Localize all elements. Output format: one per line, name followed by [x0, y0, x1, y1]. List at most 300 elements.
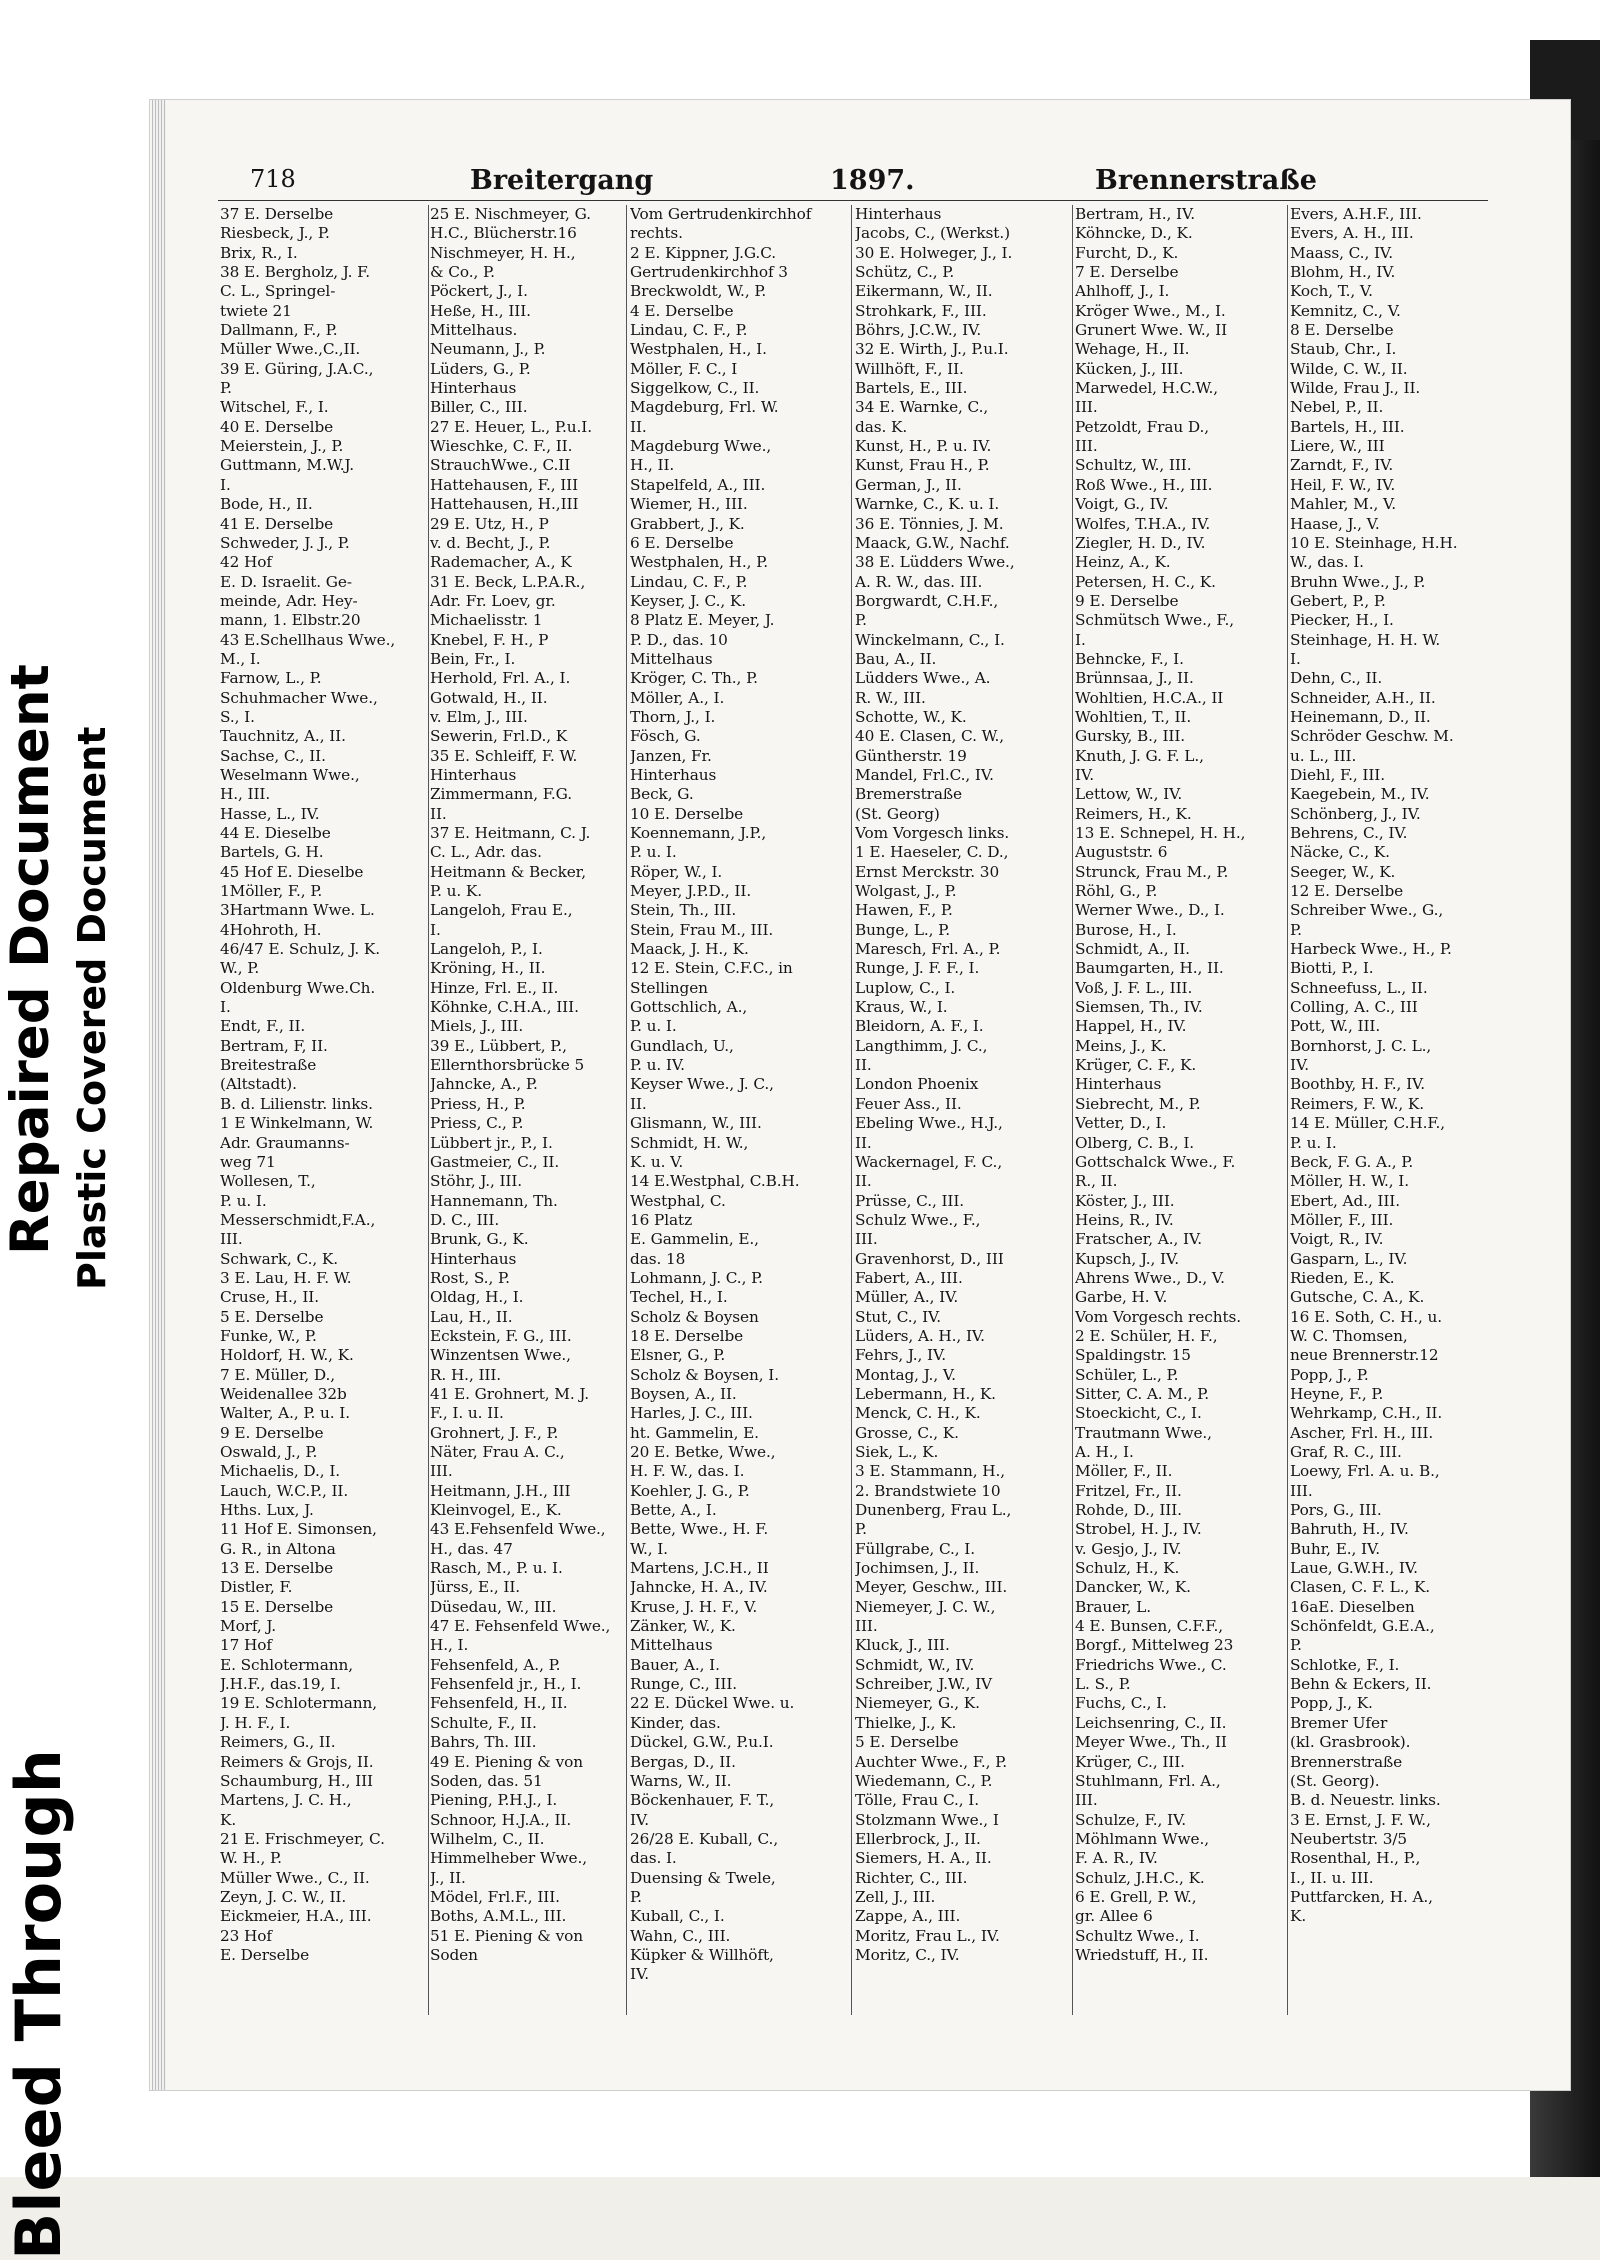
directory-entry-line: Fehsenfeld, A., P. — [430, 1655, 561, 1674]
directory-entry-line: 15 E. Derselbe — [220, 1597, 334, 1616]
directory-entry-line: 2 E. Kippner, J.G.C. — [630, 243, 777, 262]
directory-entry-line: Blohm, H., IV. — [1290, 263, 1396, 282]
directory-entry-line: Thorn, J., I. — [630, 707, 716, 726]
directory-entry-line: W., das. I. — [1290, 553, 1364, 572]
directory-entry-line: Tauchnitz, A., II. — [220, 727, 346, 746]
directory-entry-line: (St. Georg) — [855, 804, 940, 823]
directory-entry-line: Harles, J. C., III. — [630, 1404, 753, 1423]
directory-entry-line: Menck, C. H., K. — [855, 1404, 981, 1423]
directory-entry-line: II. — [855, 1172, 872, 1191]
directory-entry-line: Biotti, P., I. — [1290, 959, 1374, 978]
directory-entry-line: Furcht, D., K. — [1075, 243, 1179, 262]
directory-entry-line: Garbe, H. V. — [1075, 1288, 1168, 1307]
directory-entry-line: Heße, H., III. — [430, 301, 531, 320]
directory-entry-line: Kupsch, J., IV. — [1075, 1249, 1180, 1268]
directory-entry-line: H. F. W., das. I. — [630, 1462, 745, 1481]
directory-entry-line: Fehsenfeld, H., II. — [430, 1694, 568, 1713]
directory-entry-line: Hinterhaus — [430, 765, 517, 784]
directory-entry-line: Möller, F., II. — [1075, 1462, 1173, 1481]
directory-entry-line: Bette, Wwe., H. F. — [630, 1520, 769, 1539]
directory-entry-line: Dückel, G.W., P.u.I. — [630, 1733, 774, 1752]
directory-entry-line: Schneefuss, L., II. — [1290, 978, 1428, 997]
directory-entry-line: neue Brennerstr.12 — [1290, 1346, 1439, 1365]
directory-entry-line: Fehsenfeld jr., H., I. — [430, 1675, 582, 1694]
directory-entry-line: Feuer Ass., II. — [855, 1094, 962, 1113]
directory-entry-line: Heinemann, D., II. — [1290, 707, 1431, 726]
directory-entry-line: Wohltien, T., II. — [1075, 707, 1192, 726]
directory-entry-line: Meyer Wwe., Th., II — [1075, 1733, 1227, 1752]
directory-entry-line: Kluck, J., III. — [855, 1636, 950, 1655]
directory-entry-line: Reimers, H., K. — [1075, 804, 1192, 823]
directory-entry-line: Wolgast, J., P. — [855, 882, 957, 901]
directory-entry-line: Bremer Ufer — [1290, 1713, 1388, 1732]
directory-entry-line: Siggelkow, C., II. — [630, 379, 760, 398]
directory-entry-line: twiete 21 — [220, 301, 292, 320]
directory-entry-line: L. S., P. — [1075, 1675, 1131, 1694]
directory-entry-line: P. D., das. 10 — [630, 630, 728, 649]
directory-entry-line: III. — [220, 1230, 243, 1249]
directory-entry-line: Bode, H., II. — [220, 495, 313, 514]
directory-entry-line: III. — [430, 1462, 453, 1481]
directory-entry-line: 40 E. Clasen, C. W., — [855, 727, 1005, 746]
directory-entry-line: Eikermann, W., II. — [855, 282, 993, 301]
directory-entry-line: Bremerstraße — [855, 785, 962, 804]
directory-entry-line: D. C., III. — [430, 1210, 500, 1229]
directory-entry-line: Zeyn, J. C. W., II. — [220, 1887, 347, 1906]
directory-entry-line: Gottschalck Wwe., F. — [1075, 1152, 1236, 1171]
directory-entry-line: Willhöft, F., II. — [855, 359, 964, 378]
directory-entry-line: Auguststr. 6 — [1075, 843, 1168, 862]
directory-entry-line: 13 E. Schnepel, H. H., — [1075, 824, 1246, 842]
directory-entry-line: Mahler, M., V. — [1290, 495, 1397, 514]
directory-entry-line: 27 E. Heuer, L., P.u.I. — [430, 417, 592, 436]
directory-entry-line: 37 E. Derselbe — [220, 205, 334, 223]
directory-entry-line: Kruse, J. H. F., V. — [630, 1597, 758, 1616]
directory-entry-line: Voigt, G., IV. — [1075, 495, 1169, 514]
directory-entry-line: Lohmann, J. C., P. — [630, 1268, 763, 1287]
directory-entry-line: 21 E. Frischmeyer, C. — [220, 1829, 385, 1848]
column-rule — [851, 205, 852, 2015]
directory-entry-line: F. A. R., IV. — [1075, 1849, 1158, 1868]
directory-entry-line: Güntherstr. 19 — [855, 746, 967, 765]
directory-entry-line: Beck, F. G. A., P. — [1290, 1152, 1414, 1171]
directory-entry-line: (kl. Grasbrook). — [1290, 1733, 1411, 1752]
directory-entry-line: 19 E. Schlotermann, — [220, 1694, 378, 1713]
directory-entry-line: das. K. — [855, 417, 908, 436]
directory-entry-line: Prüsse, C., III. — [855, 1191, 965, 1210]
directory-entry-line: Boths, A.M.L., III. — [430, 1907, 567, 1926]
directory-entry-line: Miels, J., III. — [430, 1017, 524, 1036]
directory-entry-line: Breckwoldt, W., P. — [630, 282, 767, 301]
directory-entry-line: Evers, A.H.F., III. — [1290, 205, 1422, 223]
directory-entry-line: Stolzmann Wwe., I — [855, 1810, 999, 1829]
directory-entry-line: Stuhlmann, Frl. A., — [1075, 1771, 1221, 1790]
directory-entry-line: Wilde, Frau J., II. — [1290, 379, 1421, 398]
directory-entry-line: P. u. I. — [220, 1191, 267, 1210]
directory-entry-line: Stapelfeld, A., III. — [630, 475, 766, 494]
directory-entry-line: Lettow, W., IV. — [1075, 785, 1183, 804]
directory-entry-line: Küpker & Willhöft, — [630, 1945, 774, 1964]
directory-entry-line: Strohkark, F., III. — [855, 301, 987, 320]
directory-entry-line: Weselmann Wwe., — [220, 765, 360, 784]
directory-entry-line: London Phoenix — [855, 1075, 979, 1094]
directory-entry-line: R. H., III. — [430, 1365, 502, 1384]
directory-entry-line: Füllgrabe, C., I. — [855, 1539, 975, 1558]
directory-entry-line: Bertram, F, II. — [220, 1036, 328, 1055]
directory-entry-line: 31 E. Beck, L.P.A.R., — [430, 572, 586, 591]
directory-entry-line: 1 E Winkelmann, W. — [220, 1114, 374, 1133]
directory-entry-line: Himmelheber Wwe., — [430, 1849, 588, 1868]
directory-entry-line: Techel, H., I. — [630, 1288, 728, 1307]
directory-entry-line: 8 Platz E. Meyer, J. — [630, 611, 775, 630]
directory-entry-line: 7 E. Derselbe — [1075, 263, 1179, 282]
directory-entry-line: mann, 1. Elbstr.20 — [220, 611, 361, 630]
directory-entry-line: Zell, J., III. — [855, 1887, 936, 1906]
directory-entry-line: Koch, T., V. — [1290, 282, 1373, 301]
directory-entry-line: Siemsen, Th., IV. — [1075, 998, 1203, 1017]
directory-entry-line: Hinterhaus — [630, 765, 717, 784]
directory-entry-line: Janzen, Fr. — [630, 746, 712, 765]
directory-entry-line: Bleidorn, A. F., I. — [855, 1017, 984, 1036]
directory-entry-line: B. d. Lilienstr. links. — [220, 1094, 373, 1113]
directory-entry-line: Behn & Eckers, II. — [1290, 1675, 1432, 1694]
directory-entry-line: H., II. — [630, 456, 675, 475]
directory-entry-line: Siek, L., K. — [855, 1443, 939, 1461]
directory-entry-line: 51 E. Piening & von — [430, 1926, 583, 1945]
directory-entry-line: Soden, das. 51 — [430, 1771, 543, 1790]
directory-entry-line: I. — [220, 998, 231, 1017]
directory-entry-line: 4 E. Bunsen, C.F.F., — [1075, 1617, 1223, 1636]
directory-entry-line: P. u. I. — [630, 1017, 677, 1036]
directory-entry-line: Mittelhaus. — [430, 321, 518, 340]
directory-entry-line: Reimers, F. W., K. — [1290, 1094, 1424, 1113]
directory-entry-line: Reimers & Grojs, II. — [220, 1752, 374, 1771]
directory-entry-line: Heyne, F., P. — [1290, 1384, 1384, 1403]
directory-entry-line: Wehage, H., II. — [1075, 340, 1190, 359]
directory-entry-line: Soden — [430, 1945, 478, 1964]
directory-entry-line: (St. Georg). — [1290, 1771, 1380, 1790]
directory-entry-line: Priess, C., P. — [430, 1114, 524, 1133]
directory-entry-line: Moritz, Frau L., IV. — [855, 1926, 1000, 1945]
directory-entry-line: Krüger, C., III. — [1075, 1752, 1185, 1771]
directory-entry-line: 12 E. Stein, C.F.C., in — [630, 959, 793, 978]
directory-entry-line: Heins, R., IV. — [1075, 1210, 1174, 1229]
directory-entry-line: u. L., III. — [1290, 746, 1357, 765]
directory-entry-line: Wiemer, H., III. — [630, 495, 748, 514]
directory-entry-line: Schmidt, H. W., — [630, 1133, 749, 1152]
directory-entry-line: Westphal, C. — [630, 1191, 726, 1210]
directory-entry-line: Heitmann, J.H., III — [430, 1481, 571, 1500]
directory-entry-line: 46/47 E. Schulz, J. K. — [220, 940, 381, 959]
directory-entry-line: Piecker, H., I. — [1290, 611, 1394, 630]
directory-entry-line: 10 E. Derselbe — [630, 804, 744, 823]
directory-entry-line: Keyser, J. C., K. — [630, 591, 746, 610]
directory-entry-line: Trautmann Wwe., — [1075, 1423, 1212, 1442]
directory-entry-line: 5 E. Derselbe — [855, 1733, 959, 1752]
directory-entry-line: Hannemann, Th. — [430, 1191, 558, 1210]
directory-entry-line: Bertram, H., IV. — [1075, 205, 1196, 223]
directory-entry-line: Böhrs, J.C.W., IV. — [855, 321, 982, 340]
directory-entry-line: Niemeyer, G., K. — [855, 1694, 980, 1713]
directory-entry-line: Möller, F. C., I — [630, 359, 738, 378]
directory-entry-line: Martens, J.C.H., II — [630, 1559, 769, 1578]
directory-entry-line: Borgwardt, C.H.F., — [855, 591, 999, 610]
directory-entry-line: 37 E. Heitmann, C. J. — [430, 824, 591, 842]
directory-entry-line: H.C., Blücherstr.16 — [430, 224, 577, 243]
directory-entry-line: 32 E. Wirth, J., P.u.I. — [855, 340, 1009, 359]
directory-entry-line: Meyer, J.P.D., II. — [630, 882, 752, 901]
directory-entry-line: E. Schlotermann, — [220, 1655, 353, 1674]
directory-entry-line: Wieschke, C. F., II. — [430, 437, 573, 456]
directory-entry-line: Hinze, Frl. E., II. — [430, 978, 559, 997]
directory-entry-line: Endt, F., II. — [220, 1017, 306, 1036]
directory-entry-line: Reimers, G., II. — [220, 1733, 336, 1752]
bleed-through-label: Bleed Through — [2, 1749, 75, 2260]
directory-entry-line: Siebrecht, M., P. — [1075, 1094, 1201, 1113]
directory-entry-line: P. — [855, 1520, 867, 1539]
directory-entry-line: G. R., in Altona — [220, 1539, 336, 1558]
directory-entry-line: Haase, J., V. — [1290, 514, 1380, 533]
directory-entry-line: Puttfarcken, H. A., — [1290, 1887, 1433, 1906]
directory-entry-line: Eckstein, F. G., III. — [430, 1326, 572, 1345]
directory-entry-line: Rieden, E., K. — [1290, 1268, 1395, 1287]
directory-entry-line: Neubertstr. 3/5 — [1290, 1829, 1408, 1848]
directory-entry-line: Röper, W., I. — [630, 862, 723, 881]
directory-entry-line: Neumann, J., P. — [430, 340, 546, 359]
directory-entry-line: Stöhr, J., III. — [430, 1172, 523, 1191]
directory-entry-line: II. — [430, 804, 447, 823]
directory-entry-line: Niemeyer, J. C. W., — [855, 1597, 996, 1616]
directory-entry-line: Knebel, F. H., P — [430, 630, 549, 649]
directory-entry-line: v. Gesjo, J., IV. — [1075, 1539, 1182, 1558]
directory-entry-line: I., II. u. III. — [1290, 1868, 1374, 1887]
directory-entry-line: R., II. — [1075, 1172, 1118, 1191]
directory-entry-line: Dehn, C., II. — [1290, 669, 1383, 688]
directory-entry-line: Ahrens Wwe., D., V. — [1075, 1268, 1225, 1287]
directory-column-6 — [1290, 205, 1500, 1927]
directory-entry-line: Mittelhaus — [630, 1636, 713, 1655]
directory-entry-line: 4Hohroth, H. — [220, 920, 322, 939]
directory-entry-line: Wahn, C., III. — [630, 1926, 731, 1945]
directory-entry-line: 41 E. Derselbe — [220, 514, 334, 533]
directory-entry-line: S., I. — [220, 707, 255, 726]
directory-entry-line: III. — [1075, 437, 1098, 456]
directory-entry-line: Riesbeck, J., P. — [220, 224, 330, 243]
directory-entry-line: Kröger Wwe., M., I. — [1075, 301, 1226, 320]
directory-entry-line: 25 E. Nischmeyer, G. — [430, 205, 591, 223]
directory-entry-line: Sewerin, Frl.D., K — [430, 727, 568, 746]
directory-entry-line: Werner Wwe., D., I. — [1075, 901, 1225, 920]
directory-entry-line: II. — [855, 1133, 872, 1152]
directory-entry-line: Ascher, Frl. H., III. — [1290, 1423, 1434, 1442]
directory-entry-line: Sachse, C., II. — [220, 746, 326, 765]
directory-entry-line: 10 E. Steinhage, H.H. — [1290, 533, 1458, 552]
directory-entry-line: Wriedstuff, H., II. — [1075, 1945, 1209, 1964]
directory-entry-line: Kaegebein, M., IV. — [1290, 785, 1430, 804]
directory-entry-line: Lindau, C. F., P. — [630, 321, 748, 340]
directory-entry-line: Voß, J. F. L., III. — [1075, 978, 1193, 997]
directory-entry-line: Piening, P.H.J., I. — [430, 1791, 558, 1810]
directory-entry-line: 3 E. Stammann, H., — [855, 1462, 1006, 1481]
directory-entry-line: Olberg, C. B., I. — [1075, 1133, 1195, 1152]
directory-entry-line: Vom Vorgesch links. — [855, 824, 1010, 842]
directory-entry-line: III. — [1075, 398, 1098, 417]
running-head-year: 1897. — [830, 165, 915, 196]
directory-entry-line: Bahruth, H., IV. — [1290, 1520, 1409, 1539]
directory-entry-line: Winckelmann, C., I. — [855, 630, 1005, 649]
directory-entry-line: 30 E. Holweger, J., I. — [855, 243, 1013, 262]
directory-entry-line: Lauch, W.C.P., II. — [220, 1481, 349, 1500]
directory-entry-line: & Co., P. — [430, 263, 495, 282]
directory-entry-line: Schreiber, J.W., IV — [855, 1675, 992, 1694]
directory-entry-line: Ellernthorsbrücke 5 — [430, 1056, 585, 1075]
directory-entry-line: E. Derselbe — [220, 1945, 310, 1964]
directory-entry-line: Oldenburg Wwe.Ch. — [220, 978, 376, 997]
directory-entry-line: Dunenberg, Frau L., — [855, 1501, 1012, 1520]
directory-entry-line: Kinder, das. — [630, 1713, 721, 1732]
directory-entry-line: Behncke, F., I. — [1075, 649, 1184, 668]
directory-entry-line: Runge, C., III. — [630, 1675, 738, 1694]
directory-entry-line: Bahrs, Th. III. — [430, 1733, 537, 1752]
directory-entry-line: Hasse, L., IV. — [220, 804, 320, 823]
directory-entry-line: Stoeckicht, C., I. — [1075, 1404, 1202, 1423]
directory-entry-line: Mittelhaus — [630, 649, 713, 668]
directory-entry-line: 1Möller, F., P. — [220, 882, 323, 901]
directory-entry-line: Kemnitz, C., V. — [1290, 301, 1401, 320]
directory-entry-line: Strobel, H. J., IV. — [1075, 1520, 1202, 1539]
directory-entry-line: Gebert, P., P. — [1290, 591, 1386, 610]
directory-entry-line: Petersen, H. C., K. — [1075, 572, 1216, 591]
directory-entry-line: Keyser Wwe., J. C., — [630, 1075, 774, 1094]
directory-entry-line: Eickmeier, H.A., III. — [220, 1907, 372, 1926]
directory-entry-line: 26/28 E. Kuball, C., — [630, 1829, 779, 1848]
directory-entry-line: v. d. Becht, J., P. — [430, 533, 551, 552]
directory-entry-line: gr. Allee 6 — [1075, 1907, 1153, 1926]
directory-entry-line: I. — [1075, 630, 1086, 649]
directory-entry-line: II. — [855, 1056, 872, 1075]
directory-entry-line: Distler, F. — [220, 1578, 293, 1597]
directory-entry-line: P. u. I. — [1290, 1133, 1337, 1152]
directory-entry-line: Adr. Graumanns- — [220, 1133, 350, 1152]
column-rule — [1072, 205, 1073, 2015]
directory-entry-line: III. — [855, 1230, 878, 1249]
directory-entry-line: W., I. — [630, 1539, 668, 1558]
directory-entry-line: Ernst Merckstr. 30 — [855, 862, 1000, 881]
directory-entry-line: Friedrichs Wwe., C. — [1075, 1655, 1227, 1674]
directory-entry-line: Wilde, C. W., II. — [1290, 359, 1408, 378]
directory-entry-line: Schütz, C., P. — [855, 263, 955, 282]
directory-entry-line: Laue, G.W.H., IV. — [1290, 1559, 1418, 1578]
directory-entry-line: 35 E. Schleiff, F. W. — [430, 746, 578, 765]
directory-entry-line: Schmidt, W., IV. — [855, 1655, 975, 1674]
directory-entry-line: IV. — [630, 1965, 649, 1984]
directory-entry-line: Walter, A., P. u. I. — [220, 1404, 350, 1423]
directory-entry-line: P. u. K. — [430, 882, 482, 901]
directory-entry-line: Brennerstraße — [1290, 1752, 1403, 1771]
directory-entry-line: Zimmermann, F.G. — [430, 785, 572, 804]
directory-entry-line: 38 E. Lüdders Wwe., — [855, 553, 1015, 572]
directory-entry-line: Farnow, L., P. — [220, 669, 322, 688]
directory-entry-line: 3Hartmann Wwe. L. — [220, 901, 375, 920]
directory-entry-line: Grabbert, J., K. — [630, 514, 745, 533]
directory-entry-line: 13 E. Derselbe — [220, 1559, 334, 1578]
directory-entry-line: Schultz Wwe., I. — [1075, 1926, 1200, 1945]
directory-entry-line: Spaldingstr. 15 — [1075, 1346, 1191, 1365]
directory-entry-line: Boysen, A., II. — [630, 1384, 737, 1403]
directory-entry-line: Heinz, A., K. — [1075, 553, 1171, 572]
directory-entry-line: Lüdders Wwe., A. — [855, 669, 991, 688]
directory-entry-line: 39 E. Güring, J.A.C., — [220, 359, 374, 378]
directory-entry-line: Sitter, C. A. M., P. — [1075, 1384, 1210, 1403]
directory-entry-line: 40 E. Derselbe — [220, 417, 334, 436]
directory-entry-line: Näcke, C., K. — [1290, 843, 1390, 862]
directory-column-2 — [430, 205, 640, 1965]
directory-entry-line: Hattehausen, F., III — [430, 475, 579, 494]
directory-entry-line: H., das. 47 — [430, 1539, 513, 1558]
directory-entry-line: Schulze, F., IV. — [1075, 1810, 1186, 1829]
directory-entry-line: Hawen, F., P. — [855, 901, 953, 920]
directory-entry-line: 39 E., Lübbert, P., — [430, 1036, 567, 1055]
directory-entry-line: Liere, W., III — [1290, 437, 1385, 456]
directory-entry-line: 3 E. Lau, H. F. W. — [220, 1268, 352, 1287]
directory-entry-line: Westphalen, H., I. — [630, 340, 767, 359]
directory-entry-line: Richter, C., III. — [855, 1868, 968, 1887]
directory-entry-line: Schulz, H., K. — [1075, 1559, 1180, 1578]
directory-entry-line: Möhlmann Wwe., — [1075, 1829, 1210, 1848]
directory-entry-line: Heitmann & Becker, — [430, 862, 586, 881]
directory-entry-line: Graf, R. C., III. — [1290, 1443, 1402, 1461]
directory-entry-line: Meyer, Geschw., III. — [855, 1578, 1008, 1597]
directory-entry-line: Knuth, J. G. F. L., — [1075, 746, 1204, 765]
directory-entry-line: Brünnsaa, J., II. — [1075, 669, 1194, 688]
directory-entry-line: Fehrs, J., IV. — [855, 1346, 946, 1365]
directory-entry-line: Holdorf, H. W., K. — [220, 1346, 354, 1365]
directory-entry-line: Roß Wwe., H., III. — [1075, 475, 1213, 494]
directory-entry-line: Schlotke, F., I. — [1290, 1655, 1400, 1674]
directory-entry-line: Jochimsen, J., II. — [855, 1559, 980, 1578]
directory-entry-line: Pöckert, J., I. — [430, 282, 528, 301]
directory-entry-line: Wilhelm, C., II. — [430, 1829, 545, 1848]
directory-entry-line: Schönberg, J., IV. — [1290, 804, 1421, 823]
directory-entry-line: Mandel, Frl.C., IV. — [855, 765, 994, 784]
directory-entry-line: Ebeling Wwe., H.J., — [855, 1114, 1003, 1133]
directory-entry-line: Warns, W., II. — [630, 1771, 732, 1790]
directory-entry-line: Biller, C., III. — [430, 398, 528, 417]
directory-entry-line: Behrens, C., IV. — [1290, 824, 1408, 842]
directory-entry-line: Seeger, W., K. — [1290, 862, 1396, 881]
directory-entry-line: Kröning, H., II. — [430, 959, 546, 978]
directory-entry-line: A. R. W., das. III. — [855, 572, 983, 591]
directory-entry-line: Hattehausen, H.,III — [430, 495, 579, 514]
directory-entry-line: Runge, J. F. F., I. — [855, 959, 980, 978]
directory-entry-line: Schnoor, H.J.A., II. — [430, 1810, 572, 1829]
directory-entry-line: 8 E. Derselbe — [1290, 321, 1394, 340]
directory-entry-line: W., P. — [220, 959, 260, 978]
directory-entry-line: K. — [220, 1810, 237, 1829]
directory-entry-line: rechts. — [630, 224, 683, 243]
directory-entry-line: Lüders, A. H., IV. — [855, 1326, 985, 1345]
directory-entry-line: Kunst, H., P. u. IV. — [855, 437, 992, 456]
directory-entry-line: P. u. I. — [630, 843, 677, 862]
directory-entry-line: v. Elm, J., III. — [430, 707, 528, 726]
directory-entry-line: Hinterhaus — [855, 205, 942, 223]
directory-entry-line: I. — [220, 475, 231, 494]
directory-entry-line: 12 E. Derselbe — [1290, 882, 1404, 901]
directory-entry-line: German, J., II. — [855, 475, 962, 494]
directory-entry-line: Witschel, F., I. — [220, 398, 329, 417]
directory-entry-line: Glismann, W., III. — [630, 1114, 762, 1133]
directory-entry-line: Hinterhaus — [430, 1249, 517, 1268]
